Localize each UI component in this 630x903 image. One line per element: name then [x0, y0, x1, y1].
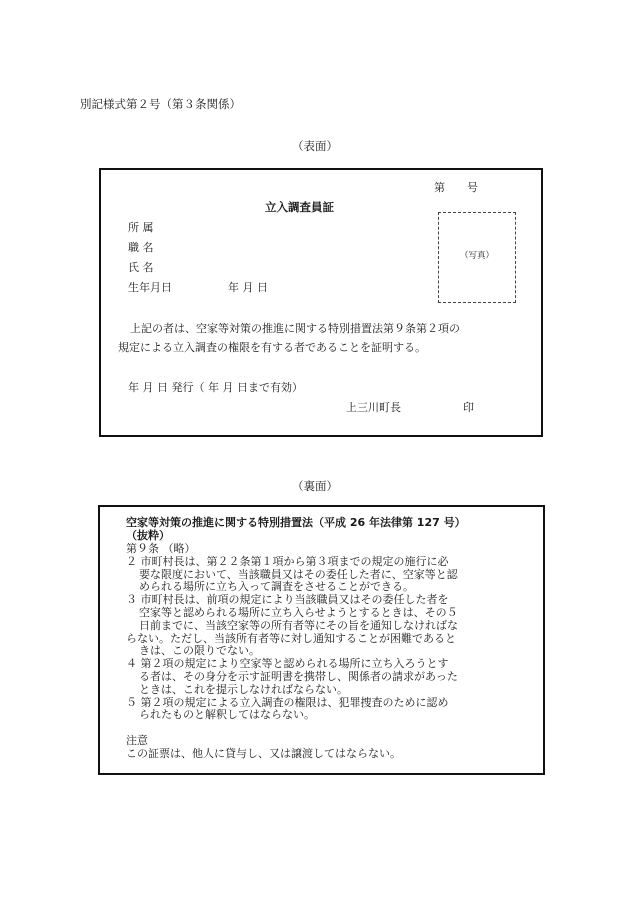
law-title-line-2: （抜粋） [126, 528, 170, 542]
card-title: 立入調査員証 [265, 200, 334, 214]
paragraph-5-line-2: られたものと解釈してはならない。 [139, 708, 315, 722]
paragraph-2-line-3: められる場所に立ち入って調査をさせることができる。 [139, 580, 414, 594]
field-position: 職 名 [128, 241, 154, 254]
law-excerpt-body [126, 543, 458, 761]
note-text: この証票は、他人に貸与し、又は譲渡してはならない。 [126, 746, 401, 760]
law-title [126, 517, 466, 543]
article-heading: 第９条 （略） [126, 542, 196, 555]
paragraph-3 [126, 594, 458, 658]
id-card-back [98, 505, 545, 775]
paragraph-4-line-3: ときは、これを提示しなければならない。 [139, 682, 348, 696]
photo-placeholder [438, 212, 516, 303]
issue-date-line: 年 月 日 発行（ 年 月 日まで有効） [128, 381, 303, 394]
paragraph-5-line-1: ５ 第２項の規定による立入調査の権限は、犯罪捜査のために認め [126, 695, 449, 709]
back-side-label: （裏面） [292, 479, 338, 493]
field-name: 氏 名 [128, 261, 154, 274]
id-card-front [99, 168, 543, 437]
paragraph-3-line-3: 日前までに、当該空家等の所有者等にその旨を通知しなければな [139, 618, 458, 632]
seal-mark: 印 [463, 401, 474, 414]
field-birthdate: 生年月日 [128, 281, 172, 294]
paragraph-2-line-1: ２ 市町村長は、第２２条第１項から第３項までの規定の施行に必 [126, 554, 449, 568]
law-title-line-1: 空家等対策の推進に関する特別措置法（平成 26 年法律第 127 号） [126, 516, 466, 529]
paragraph-4 [126, 658, 458, 696]
paragraph-3-line-2: 空家等と認められる場所に立ち入らせようとするときは、その５ [139, 605, 458, 619]
card-number-prefix: 第 [434, 181, 445, 194]
paragraph-3-line-4: らない。ただし、当該所有者等に対し通知することが困難であると [126, 631, 456, 645]
form-heading: 別記様式第２号（第３条関係） [80, 97, 241, 111]
paragraph-5 [126, 697, 458, 723]
paragraph-2 [126, 556, 458, 594]
front-side-label: （表面） [292, 139, 338, 153]
issuer-name: 上三川町長 [346, 401, 401, 414]
field-birthdate-value: 年 月 日 [228, 281, 268, 294]
card-number-suffix: 号 [467, 181, 478, 194]
paragraph-2-line-2: 要な限度において、当該職員又はその委任した者に、空家等と認 [139, 567, 458, 581]
photo-label: （写真） [459, 251, 494, 261]
paragraph-3-line-1: ３ 市町村長は、前項の規定により当該職員又はその委任した者を [126, 593, 449, 607]
field-affiliation: 所 属 [128, 221, 154, 234]
paragraph-4-line-2: る者は、その身分を示す証明書を携帯し、関係者の請求があった [139, 669, 458, 683]
paragraph-4-line-1: ４ 第２項の規定により空家等と認められる場所に立ち入ろうとす [126, 657, 449, 671]
statement-line-2: 規定による立入調査の権限を有する者であることを証明する。 [118, 341, 426, 354]
statement-line-1: 上記の者は、空家等対策の推進に関する特別措置法第９条第２項の [130, 322, 460, 335]
note-title: 注意 [126, 733, 148, 747]
paragraph-3-line-5: きは、この限りでない。 [139, 644, 260, 658]
